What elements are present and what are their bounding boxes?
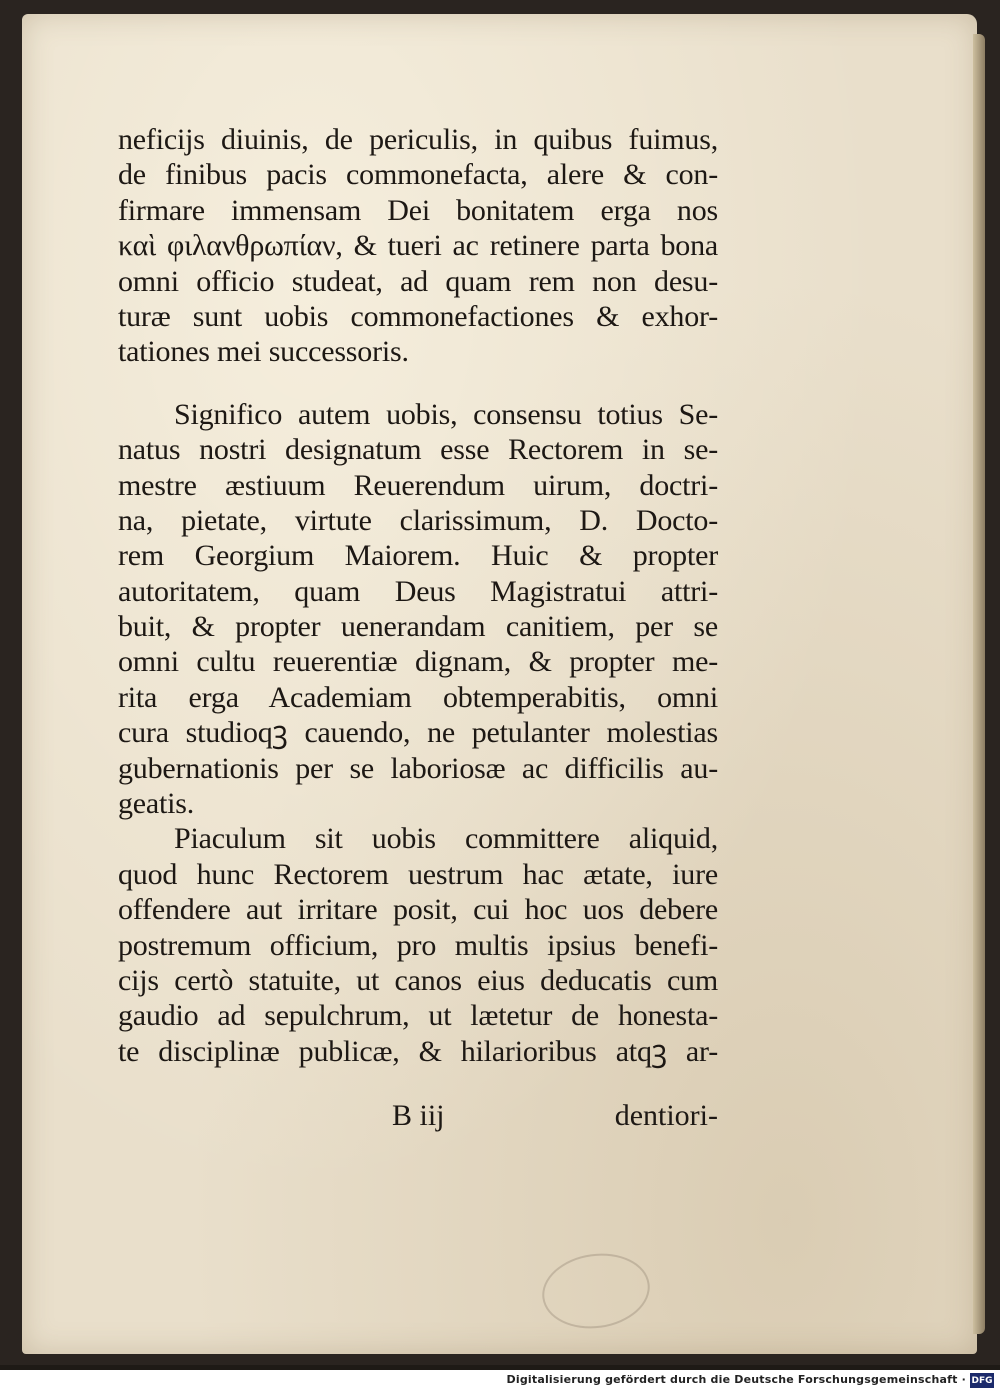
text-line: turæ sunt uobis commonefactiones & exhor- xyxy=(118,299,718,333)
text-line: te disciplinæ publicæ, & hilarioribus atqꝫ ar- xyxy=(118,1034,718,1068)
text-line: postremum officium, pro multis ipsius benefi- xyxy=(118,928,718,962)
body-text xyxy=(118,122,718,1069)
text-line: omni officio studeat, ad quam rem non desu- xyxy=(118,264,718,298)
text-line: mestre æstiuum Reuerendum uirum, doctri- xyxy=(118,468,718,502)
text-line: quod hunc Rectorem uestrum hac ætate, iure xyxy=(118,857,718,891)
text-line: gaudio ad sepulchrum, ut lætetur de honesta- xyxy=(118,999,718,1033)
text-line: firmare immensam Dei bonitatem erga nos xyxy=(118,193,718,227)
text-line: Piaculum sit uobis committere aliquid, xyxy=(174,822,718,856)
text-line: omni cultu reuerentiæ dignam, & propter me- xyxy=(118,645,718,679)
text-line: neficijs diuinis, de periculis, in quibus fuimus, xyxy=(118,123,718,156)
digitization-credit-bar xyxy=(0,1370,1000,1392)
book-page xyxy=(22,14,977,1354)
text-line: cijs certò statuite, ut canos eius deducatis cum xyxy=(118,963,718,997)
text-line: cura studioqꝫ cauendo, ne petulanter molestias xyxy=(118,716,718,750)
text-line: geatis. xyxy=(118,787,195,821)
text-line: καὶ φιλανθρωπίαν, & tueri ac retinere parta bona xyxy=(118,229,718,263)
page-edge xyxy=(973,34,985,1334)
text-line: natus nostri designatum esse Rectorem in se- xyxy=(118,433,718,467)
text-line: Significo autem uobis, consensu totius Se- xyxy=(174,397,718,431)
page-footer xyxy=(118,1099,718,1135)
dfg-logo-icon: DFG xyxy=(970,1373,994,1388)
text-line: buit, & propter uenerandam canitiem, per se xyxy=(118,610,718,644)
text-line: autoritatem, quam Deus Magistratui attri- xyxy=(118,574,718,608)
text-line: gubernationis per se laboriosæ ac difficilis au- xyxy=(118,751,718,785)
signature-mark: B iij xyxy=(392,1099,445,1132)
text-line: rita erga Academiam obtemperabitis, omni xyxy=(118,680,718,714)
text-line: rem Georgium Maiorem. Huic & propter xyxy=(118,539,718,573)
text-line: na, pietate, virtute clarissimum, D. Docto- xyxy=(118,503,718,537)
dfg-credit-text: Digitalisierung gefördert durch die Deutsche Forschungsgemeinschaft · xyxy=(506,1373,966,1386)
paragraph-2 xyxy=(118,397,718,822)
text-line: offendere aut irritare posit, cui hoc uos debere xyxy=(118,893,718,927)
text-line: tationes mei successoris. xyxy=(118,335,409,369)
paragraph-3 xyxy=(118,821,718,1069)
catchword: dentiori- xyxy=(614,1099,718,1132)
library-stamp xyxy=(537,1247,654,1335)
text-line: de finibus pacis commonefacta, alere & con- xyxy=(118,158,718,192)
paragraph-1 xyxy=(118,122,718,370)
